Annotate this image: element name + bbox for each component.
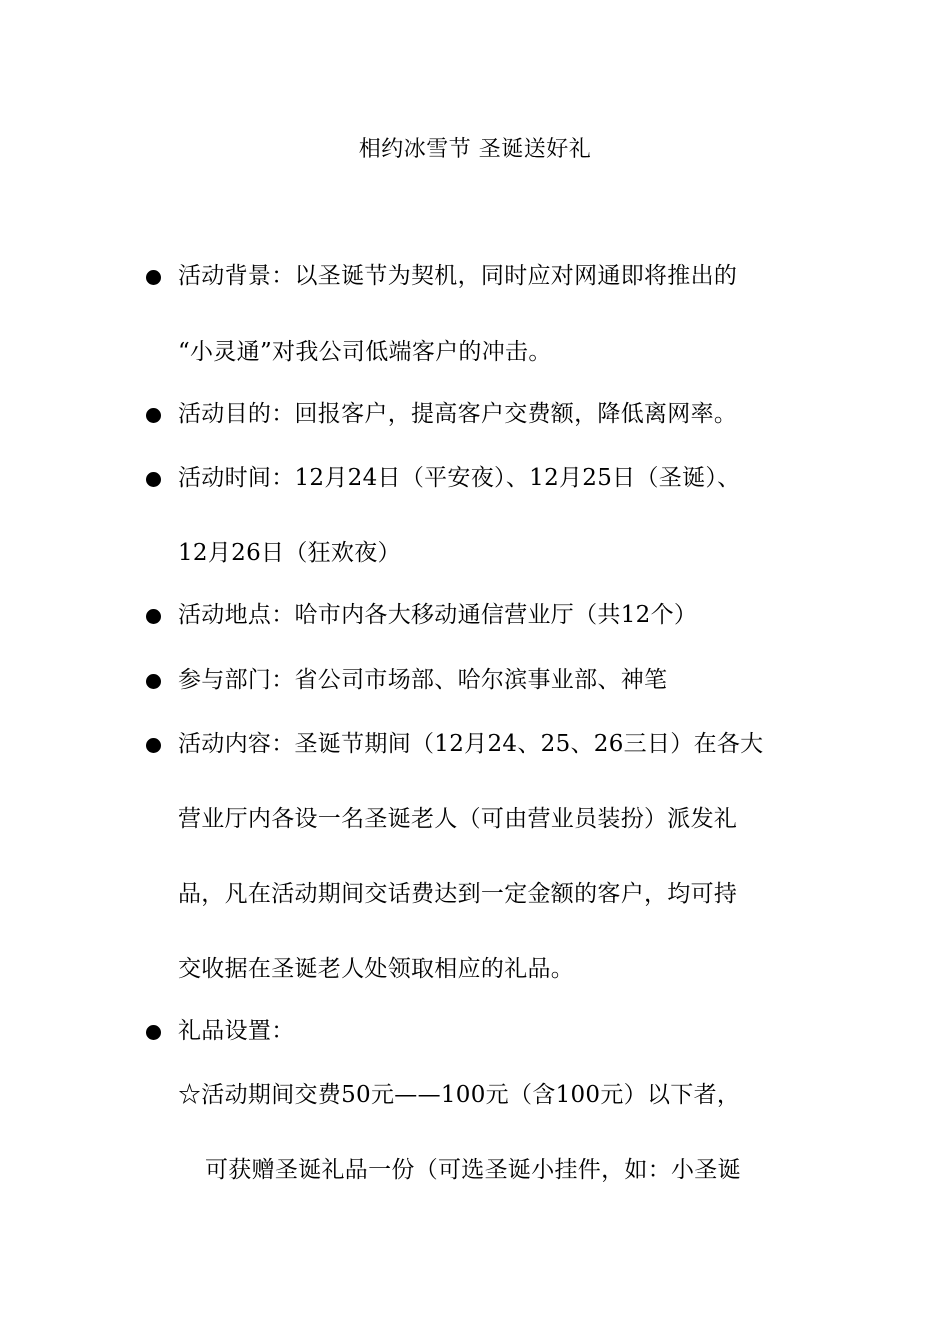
background-line-1: 活动背景：以圣诞节为契机，同时应对网通即将推出的: [178, 263, 738, 289]
bullet-icon: [146, 738, 161, 753]
gift-tier-line-1: ☆活动期间交费50元——100元（含100元）以下者，: [178, 1082, 741, 1108]
time-line-2: 12月26日（狂欢夜）: [178, 540, 401, 566]
document-title: 相约冰雪节 圣诞送好礼: [358, 137, 592, 162]
gifts-heading: 礼品设置：: [178, 1018, 295, 1044]
bullet-icon: [146, 270, 161, 285]
content-line-3: 品，凡在活动期间交话费达到一定金额的客户，均可持: [178, 881, 738, 907]
bullet-icon: [146, 1025, 161, 1040]
departments-line: 参与部门：省公司市场部、哈尔滨事业部、神笔: [178, 667, 668, 693]
content-line-1: 活动内容：圣诞节期间（12月24、25、26三日）在各大: [178, 731, 764, 757]
content-line-2: 营业厅内各设一名圣诞老人（可由营业员装扮）派发礼: [178, 806, 738, 832]
background-line-2: “小灵通”对我公司低端客户的冲击。: [178, 339, 552, 365]
bullet-icon: [146, 674, 161, 689]
bullet-icon: [146, 609, 161, 624]
bullet-icon: [146, 408, 161, 423]
gift-tier-line-2: 可获赠圣诞礼品一份（可选圣诞小挂件，如：小圣诞: [205, 1157, 741, 1183]
content-line-4: 交收据在圣诞老人处领取相应的礼品。: [178, 956, 575, 982]
location-line: 活动地点：哈市内各大移动通信营业厅（共12个）: [178, 602, 698, 628]
purpose-line: 活动目的：回报客户，提高客户交费额，降低离网率。: [178, 401, 738, 427]
time-line-1: 活动时间：12月24日（平安夜）、12月25日（圣诞）、: [178, 465, 741, 491]
bullet-icon: [146, 472, 161, 487]
